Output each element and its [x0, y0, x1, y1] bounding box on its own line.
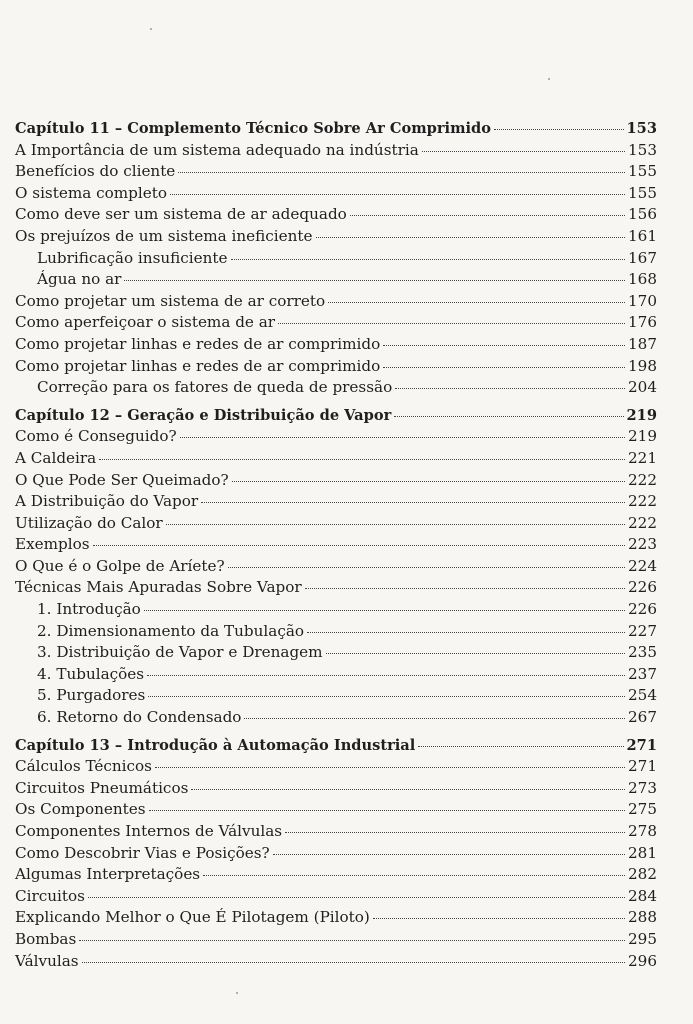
chapter-heading [15, 735, 657, 757]
dot-leader [494, 129, 624, 130]
dot-leader [394, 416, 623, 417]
dot-leader [155, 767, 625, 768]
dot-leader [178, 172, 625, 173]
toc-entry-title: Os Componentes [15, 800, 146, 819]
chapter-section [15, 735, 657, 973]
toc-entry [15, 426, 657, 448]
chapter-heading-page-number: 153 [626, 120, 657, 137]
dot-leader [228, 567, 625, 568]
toc-entry-page-number: 155 [628, 183, 657, 202]
toc-entry-page-number: 221 [628, 448, 657, 467]
toc-subentry-page-number: 267 [628, 708, 657, 727]
toc-entry-page-number: 224 [628, 556, 657, 575]
toc-entry-page-number: 284 [628, 886, 657, 905]
toc-entry-page-number: 281 [628, 843, 657, 862]
dot-leader [418, 746, 623, 747]
toc-entry-title: Como aperfeiçoar o sistema de ar [15, 313, 276, 332]
toc-entry-page-number: 295 [628, 929, 657, 948]
toc-entry-page-number: 222 [628, 492, 657, 511]
chapter-section [15, 405, 657, 729]
dot-leader [373, 918, 625, 919]
dot-leader [244, 718, 625, 719]
toc-entry-title: Como deve ser um sistema de ar adequado [15, 205, 347, 224]
dot-leader [231, 259, 626, 260]
toc-entry [15, 577, 657, 599]
toc-entry [15, 312, 657, 334]
toc-entry [15, 513, 657, 535]
toc-entry [15, 864, 657, 886]
dot-leader [144, 610, 625, 611]
dot-leader [350, 215, 625, 216]
dot-leader [166, 524, 625, 525]
toc-subentry-title: 5. Purgadores [37, 686, 146, 705]
toc-subentry-page-number: 204 [628, 378, 657, 397]
chapter-heading-title: Capítulo 11 – Complemento Técnico Sobre Ar Comprimido [15, 120, 491, 137]
toc-subentry [15, 599, 657, 621]
toc-entry-title: Exemplos [15, 535, 90, 554]
toc-entry-title: Como projetar linhas e redes de ar comprimido [15, 356, 381, 375]
dot-leader [180, 437, 625, 438]
dot-leader [93, 545, 625, 546]
dot-leader [383, 367, 625, 368]
paper-speck [548, 78, 550, 80]
toc-subentry-title: Água no ar [37, 270, 122, 289]
toc-subentry [15, 642, 657, 664]
toc-entry [15, 534, 657, 556]
paper-speck [236, 992, 238, 994]
toc-entry-page-number: 187 [628, 334, 657, 353]
toc-entry-title: Como projetar um sistema de ar correto [15, 291, 326, 310]
toc-entry [15, 843, 657, 865]
toc-subentry [15, 248, 657, 270]
toc-subentry-page-number: 226 [628, 600, 657, 619]
dot-leader [316, 237, 625, 238]
toc-entry-title: Circuitos [15, 886, 85, 905]
toc-entry-page-number: 198 [628, 356, 657, 375]
toc-entry-page-number: 282 [628, 865, 657, 884]
toc-entry-page-number: 296 [628, 951, 657, 970]
toc-entry-page-number: 170 [628, 291, 657, 310]
toc-entry [15, 556, 657, 578]
toc-entry-page-number: 226 [628, 578, 657, 597]
toc-entry-title: Cálculos Técnicos [15, 757, 152, 776]
toc-entry-page-number: 271 [628, 757, 657, 776]
toc-entry-title: Como é Conseguido? [15, 427, 177, 446]
toc-entry-title: Componentes Internos de Válvulas [15, 822, 283, 840]
toc-entry [15, 226, 657, 248]
toc-entry [15, 161, 657, 183]
toc-entry-title: A Importância de um sistema adequado na indústria [15, 140, 419, 159]
toc-subentry-page-number: 167 [628, 248, 657, 267]
toc-subentry-title: 2. Dimensionamento da Tubulação [37, 621, 305, 640]
chapter-heading-page-number: 271 [626, 736, 657, 754]
toc-entry [15, 929, 657, 951]
dot-leader [232, 481, 625, 482]
dot-leader [82, 962, 625, 963]
dot-leader [147, 675, 625, 676]
dot-leader [191, 789, 625, 790]
toc-entry-page-number: 155 [628, 162, 657, 181]
toc-entry-page-number: 161 [628, 226, 657, 245]
toc-subentry [15, 664, 657, 686]
dot-leader [79, 940, 625, 941]
dot-leader [99, 459, 625, 460]
dot-leader [278, 323, 625, 324]
toc-entry-title: Como projetar linhas e redes de ar comprimido [15, 334, 381, 353]
chapter-heading-title: Capítulo 13 – Introdução à Automação Industrial [15, 736, 416, 754]
dot-leader [383, 345, 625, 346]
dot-leader [88, 897, 625, 898]
toc-subentry-title: Lubrificação insuficiente [37, 248, 228, 267]
dot-leader [203, 875, 625, 876]
toc-entry-title: Benefícios do cliente [15, 162, 176, 181]
toc-entry-title: Circuitos Pneumáticos [15, 778, 189, 797]
toc-subentry [15, 707, 657, 729]
dot-leader [305, 588, 625, 589]
toc-entry [15, 778, 657, 800]
toc-entry [15, 356, 657, 378]
toc-subentry-page-number: 227 [628, 621, 657, 640]
toc-subentry-title: 3. Distribuição de Vapor e Drenagem [37, 643, 323, 662]
toc-entry-title: Algumas Interpretações [15, 865, 201, 884]
toc-entry [15, 448, 657, 470]
toc-subentry-title: 6. Retorno do Condensado [37, 708, 242, 727]
toc-entry-title: Bombas [15, 929, 77, 948]
toc-entry-page-number: 176 [628, 313, 657, 332]
toc-entry-page-number: 156 [628, 205, 657, 224]
toc-entry-page-number: 273 [628, 778, 657, 797]
toc-entry [15, 140, 657, 162]
chapter-section [15, 118, 657, 399]
toc-entry [15, 756, 657, 778]
toc-entry [15, 951, 657, 973]
toc-entry-page-number: 288 [628, 908, 657, 927]
toc-entry-title: A Caldeira [15, 448, 97, 467]
dot-leader [149, 810, 625, 811]
toc-entry [15, 907, 657, 929]
toc-entry [15, 821, 657, 843]
dot-leader [307, 632, 625, 633]
toc-entry [15, 204, 657, 226]
toc-entry-page-number: 222 [628, 513, 657, 532]
toc-entry [15, 183, 657, 205]
chapter-heading [15, 118, 657, 140]
toc-entry-page-number: 223 [628, 535, 657, 554]
toc-subentry-page-number: 168 [628, 270, 657, 289]
toc-subentry [15, 685, 657, 707]
toc-entry-title: Como Descobrir Vias e Posições? [15, 843, 270, 862]
toc-subentry-title: 4. Tubulações [37, 664, 145, 683]
toc-subentry [15, 269, 657, 291]
dot-leader [170, 194, 625, 195]
toc-entry-page-number: 153 [628, 140, 657, 159]
chapter-heading-page-number: 219 [626, 406, 657, 424]
dot-leader [124, 280, 625, 281]
toc-entry-page-number: 275 [628, 800, 657, 819]
toc-subentry-title: Correção para os fatores de queda de pressão [37, 378, 393, 397]
paper-speck [150, 28, 152, 30]
dot-leader [201, 502, 625, 503]
toc-entry-title: Os prejuízos de um sistema ineficiente [15, 226, 313, 245]
toc-entry-title: Válvulas [15, 951, 79, 970]
table-of-contents [15, 118, 657, 978]
toc-subentry-page-number: 235 [628, 643, 657, 662]
toc-subentry [15, 377, 657, 399]
dot-leader [328, 302, 625, 303]
toc-entry-title: Utilização do Calor [15, 513, 163, 532]
toc-entry [15, 491, 657, 513]
toc-entry-title: O Que é o Golpe de Aríete? [15, 556, 225, 575]
toc-entry [15, 470, 657, 492]
toc-entry-page-number: 222 [628, 470, 657, 489]
toc-entry [15, 334, 657, 356]
toc-entry [15, 799, 657, 821]
toc-subentry-page-number: 254 [628, 686, 657, 705]
dot-leader [422, 151, 625, 152]
toc-entry-title: O sistema completo [15, 183, 167, 202]
toc-entry-title: Técnicas Mais Apuradas Sobre Vapor [15, 578, 302, 597]
dot-leader [395, 388, 625, 389]
toc-subentry-title: 1. Introdução [37, 600, 141, 619]
chapter-heading-title: Capítulo 12 – Geração e Distribuição de Vapor [15, 406, 392, 424]
toc-entry-page-number: 278 [628, 822, 657, 840]
toc-entry-page-number: 219 [628, 427, 657, 446]
toc-entry [15, 886, 657, 908]
dot-leader [326, 653, 625, 654]
dot-leader [273, 854, 625, 855]
toc-entry-title: Explicando Melhor o Que É Pilotagem (Piloto) [15, 908, 370, 927]
toc-entry [15, 291, 657, 313]
toc-entry-title: O Que Pode Ser Queimado? [15, 470, 229, 489]
toc-entry-title: A Distribuição do Vapor [15, 492, 199, 511]
chapter-heading [15, 405, 657, 427]
dot-leader [285, 832, 625, 833]
toc-subentry-page-number: 237 [628, 664, 657, 683]
toc-subentry [15, 621, 657, 643]
dot-leader [148, 696, 625, 697]
